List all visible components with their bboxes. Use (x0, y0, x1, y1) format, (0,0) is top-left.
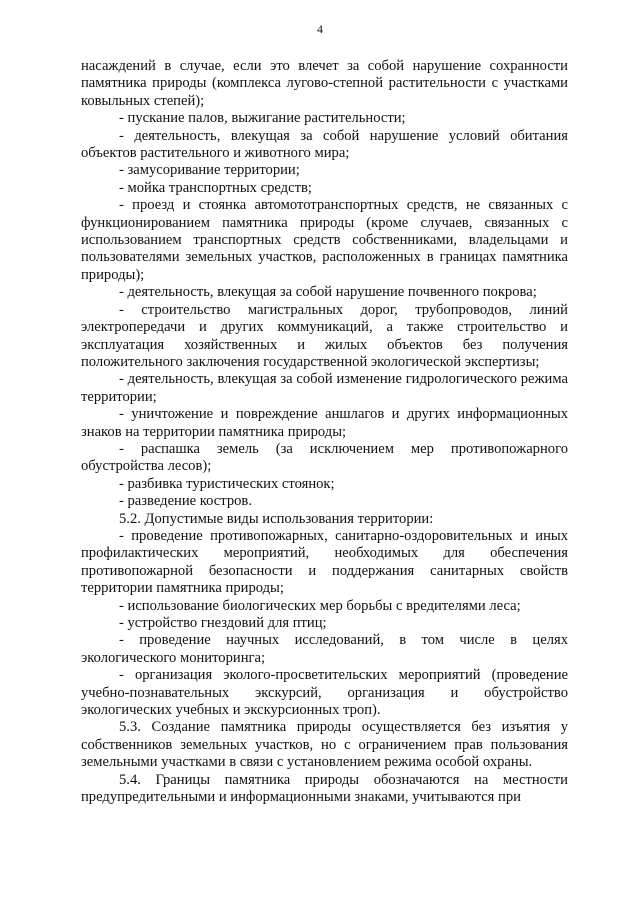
paragraph: - устройство гнездовий для птиц; (119, 615, 327, 631)
paragraph: - пускание палов, выжигание растительности; (119, 110, 406, 127)
paragraph: 5.2. Допустимые виды использования территории: (119, 510, 434, 527)
paragraph: - мойка транспортных средств; (119, 179, 312, 196)
paragraph: - проведение научных исследований, в том числе в целях экологического мониторинга; (81, 632, 568, 666)
paragraph: 5.4. Границы памятника природы обозначаются на местности предупредительными и информационными знаками, учитываются при (81, 771, 568, 806)
paragraph: - деятельность, влекущая за собой нарушение почвенного покрова; (119, 284, 537, 301)
paragraph: - организация эколого-просветительских мероприятий (проведение учебно-познавательных экскурсий, организация и обустройство экологических учебных и экскурсионных троп). (81, 667, 568, 719)
paragraph: - использование биологических мер борьбы с вредителями леса; (119, 597, 521, 614)
paragraph: - проведение противопожарных, санитарно-оздоровительных и иных профилактических мероприятий, необходимых для обеспечения противопожарной безопасности и поддержания санитарных свойств территории памятника природы; (81, 527, 568, 597)
paragraph: 5.3. Создание памятника природы осуществляется без изъятия у собственников земельных участков, но с ограничением прав пользования земельными участками в связи с установлением режима особой охраны. (81, 719, 568, 771)
page-number: 4 (317, 22, 323, 36)
paragraph: - распашка земель (за исключением мер противопожарного обустройства лесов); (81, 440, 568, 475)
paragraph: - деятельность, влекущая за собой изменение гидрологического режима территории; (81, 371, 568, 405)
paragraph: - уничтожение и повреждение аншлагов и других информационных знаков на территории памятника природы; (81, 406, 568, 440)
paragraph: - разбивка туристических стоянок; (119, 475, 335, 492)
paragraph: - разведение костров. (119, 493, 252, 510)
paragraph: - строительство магистральных дорог, трубопроводов, линий электропередачи и других коммуникаций, а также строительство и эксплуатация хозяйственных и жилых объектов без получения положительного заключения государственной экологической экспертизы; (81, 301, 568, 370)
paragraph: - деятельность, влекущая за собой нарушение условий обитания объектов растительного и животного мира; (81, 127, 568, 162)
paragraph: - замусоривание территории; (119, 162, 300, 179)
document-body (81, 58, 568, 806)
paragraph: насаждений в случае, если это влечет за собой нарушение сохранности памятника природы (комплекса лугово-степной растительности с участками ковыльных степей); (81, 58, 568, 109)
paragraph: - проезд и стоянка автомототранспортных средств, не связанных с функционированием памятника природы (кроме случаев, связанных с использованием транспортных средств собственниками, владельцами и пользователями земельных участков, расположенных в границах памятника природы); (81, 197, 568, 283)
